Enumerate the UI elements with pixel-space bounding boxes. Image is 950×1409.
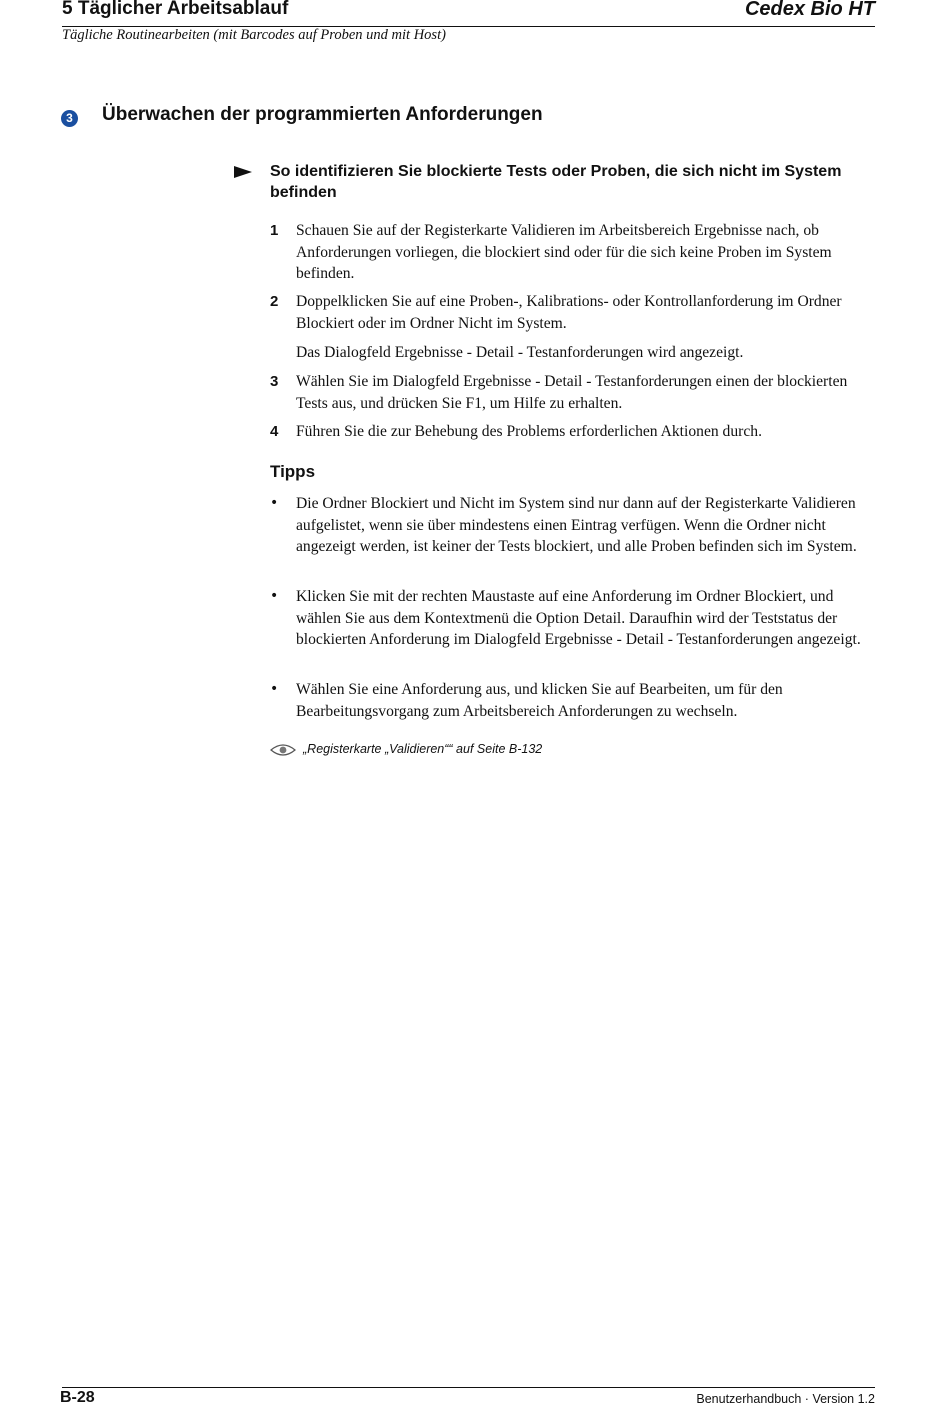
footer-divider (62, 1387, 875, 1388)
header-subtitle: Tägliche Routinearbeiten (mit Barcodes auf Proben und mit Host) (62, 27, 446, 43)
eye-icon (270, 743, 296, 757)
step-badge: 3 (61, 110, 78, 127)
tip-item (270, 586, 875, 651)
step-item (270, 421, 875, 443)
tip-item (270, 493, 875, 558)
step-result (270, 342, 875, 364)
chapter-title: 5 Täglicher Arbeitsablauf (62, 0, 289, 19)
page-number: B-28 (60, 1389, 95, 1406)
cross-reference-link[interactable]: „Registerkarte „Validieren““ auf Seite B-132 (303, 742, 543, 756)
tip-item (270, 679, 875, 722)
step-number: 2 (270, 293, 279, 310)
step-number: 4 (270, 423, 279, 440)
bullet-marker: • (270, 588, 279, 604)
manual-version: Benutzerhandbuch · Version 1.2 (696, 1392, 875, 1406)
step-text: Doppelklicken Sie auf eine Proben-, Kalibrations- oder Kontrollanforderung im Ordner Blockiert oder im Ordner Nicht im System. (296, 293, 842, 332)
tip-text: Die Ordner Blockiert und Nicht im System sind nur dann auf der Registerkarte Validieren aufgelistet, wenn sie über mindestens einen Eintrag verfügen. Wenn die Ordner nicht angezeigt werden, ist keiner der Tests blockiert, und alle Proben befinden sich im System. (296, 495, 857, 555)
bullet-marker: • (270, 495, 279, 511)
step-number: 1 (270, 222, 279, 239)
arrow-right-icon (234, 166, 252, 178)
section-title: Überwachen der programmierten Anforderungen (102, 104, 543, 125)
bullet-marker: • (270, 681, 279, 697)
step-text: Wählen Sie im Dialogfeld Ergebnisse - Detail - Testanforderungen einen der blockierten Tests aus, und drücken Sie F1, um Hilfe zu erhalten. (296, 373, 848, 412)
tip-text: Wählen Sie eine Anforderung aus, und klicken Sie auf Bearbeiten, um für den Bearbeitungsvorgang zum Arbeitsbereich Anforderungen zu wechseln. (296, 681, 783, 720)
step-item (270, 371, 875, 414)
step-text: Schauen Sie auf der Registerkarte Validieren im Arbeitsbereich Ergebnisse nach, ob Anforderungen vorliegen, die blockiert sind oder für die sich keine Proben im System befinden. (296, 222, 832, 282)
tip-text: Klicken Sie mit der rechten Maustaste auf eine Anforderung im Ordner Blockiert, und wählen Sie aus dem Kontextmenü die Option Detail. Daraufhin wird der Teststatus der blockierten Anforderung im Dialogfeld Ergebnisse - Detail - Testanforderungen angezeigt. (296, 588, 861, 648)
step-number: 3 (270, 373, 279, 390)
procedure-title: So identifizieren Sie blockierte Tests oder Proben, die sich nicht im System befinden (270, 163, 842, 201)
step-result-text: Das Dialogfeld Ergebnisse - Detail - Testanforderungen wird angezeigt. (296, 344, 744, 361)
tips-heading: Tipps (270, 462, 316, 481)
page-header (62, 0, 875, 27)
step-text: Führen Sie die zur Behebung des Problems erforderlichen Aktionen durch. (296, 423, 762, 440)
step-item (270, 291, 875, 334)
product-name: Cedex Bio HT (744, 0, 875, 20)
step-item (270, 220, 875, 285)
